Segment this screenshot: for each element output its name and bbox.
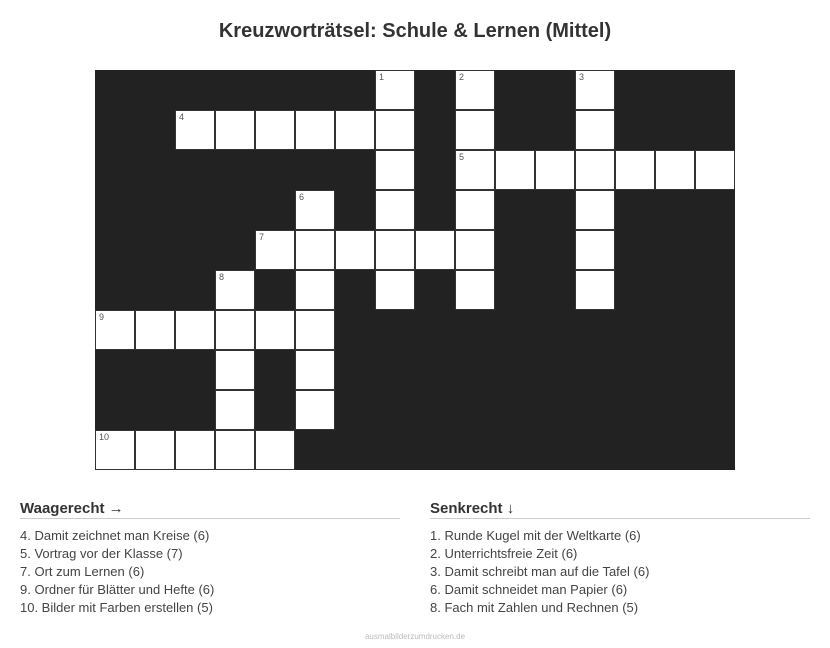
clue-number: 6 — [299, 192, 305, 202]
clue-item: 2. Unterrichtsfreie Zeit (6) — [430, 546, 578, 561]
down-clues — [430, 500, 810, 617]
crossword-cell[interactable] — [295, 270, 335, 310]
crossword-cell[interactable] — [375, 230, 415, 270]
clue-number: 3 — [579, 72, 585, 82]
crossword-cell[interactable] — [295, 350, 335, 390]
crossword-cell[interactable] — [575, 270, 615, 310]
crossword-cell[interactable] — [455, 150, 495, 190]
across-clues — [20, 500, 400, 617]
crossword-cell[interactable] — [175, 430, 215, 470]
crossword-cell[interactable] — [455, 110, 495, 150]
crossword-cell[interactable] — [215, 350, 255, 390]
clue-number: 2 — [459, 72, 465, 82]
crossword-cell[interactable] — [215, 390, 255, 430]
clue-item: 9. Ordner für Blätter und Hefte (6) — [20, 582, 215, 597]
crossword-cell[interactable] — [175, 110, 215, 150]
crossword-cell[interactable] — [575, 150, 615, 190]
clue-number: 7 — [259, 232, 265, 242]
crossword-cell[interactable] — [295, 310, 335, 350]
clue-number: 1 — [379, 72, 385, 82]
down-heading: Senkrecht ↓ — [430, 500, 810, 519]
crossword-cell[interactable] — [375, 110, 415, 150]
clue-number: 9 — [99, 312, 105, 322]
crossword-cell[interactable] — [455, 70, 495, 110]
clue-item: 5. Vortrag vor der Klasse (7) — [20, 546, 183, 561]
clue-item: 8. Fach mit Zahlen und Rechnen (5) — [430, 600, 639, 615]
crossword-cell[interactable] — [455, 230, 495, 270]
crossword-cell[interactable] — [255, 230, 295, 270]
crossword-cell[interactable] — [175, 310, 215, 350]
clue-item: 1. Runde Kugel mit der Weltkarte (6) — [430, 528, 641, 543]
crossword-cell[interactable] — [655, 150, 695, 190]
crossword-cell[interactable] — [295, 190, 335, 230]
puzzle-title: Kreuzworträtsel: Schule & Lernen (Mittel) — [218, 20, 612, 42]
crossword-cell[interactable] — [95, 430, 135, 470]
crossword-cell[interactable] — [215, 110, 255, 150]
crossword-cell[interactable] — [455, 270, 495, 310]
clue-number: 8 — [219, 272, 225, 282]
footer-credit: ausmalbilderzumdrucken.de — [364, 632, 466, 641]
crossword-cell[interactable] — [415, 230, 455, 270]
crossword-cell[interactable] — [575, 230, 615, 270]
crossword-cell[interactable] — [335, 110, 375, 150]
clue-item: 3. Damit schreibt man auf die Tafel (6) — [430, 564, 650, 579]
crossword-cell[interactable] — [615, 150, 655, 190]
crossword-cell[interactable] — [255, 110, 295, 150]
clue-item: 7. Ort zum Lernen (6) — [20, 564, 145, 579]
crossword-cell[interactable] — [535, 150, 575, 190]
crossword-cell[interactable] — [95, 310, 135, 350]
crossword-cell[interactable] — [375, 270, 415, 310]
clue-item: 6. Damit schneidet man Papier (6) — [430, 582, 628, 597]
crossword-cell[interactable] — [215, 270, 255, 310]
crossword-cell[interactable] — [375, 150, 415, 190]
crossword-cell[interactable] — [215, 430, 255, 470]
crossword-cell[interactable] — [255, 430, 295, 470]
crossword-cell[interactable] — [695, 150, 735, 190]
crossword-cell[interactable] — [575, 110, 615, 150]
crossword-grid — [95, 70, 735, 470]
crossword-cell[interactable] — [375, 190, 415, 230]
crossword-cell[interactable] — [135, 430, 175, 470]
crossword-cell[interactable] — [295, 390, 335, 430]
crossword-cell[interactable] — [575, 190, 615, 230]
crossword-cell[interactable] — [335, 230, 375, 270]
crossword-cell[interactable] — [575, 70, 615, 110]
clue-number: 4 — [179, 112, 185, 122]
crossword-cell[interactable] — [295, 230, 335, 270]
clue-item: 4. Damit zeichnet man Kreise (6) — [20, 528, 210, 543]
crossword-cell[interactable] — [135, 310, 175, 350]
crossword-cell[interactable] — [495, 150, 535, 190]
across-heading: Waagerecht → — [20, 500, 400, 519]
crossword-cell[interactable] — [455, 190, 495, 230]
crossword-cell[interactable] — [295, 110, 335, 150]
clue-number: 5 — [459, 152, 465, 162]
crossword-cell[interactable] — [255, 310, 295, 350]
clue-number: 10 — [99, 432, 110, 442]
crossword-cell[interactable] — [375, 70, 415, 110]
crossword-cell[interactable] — [215, 310, 255, 350]
clue-item: 10. Bilder mit Farben erstellen (5) — [20, 600, 213, 615]
